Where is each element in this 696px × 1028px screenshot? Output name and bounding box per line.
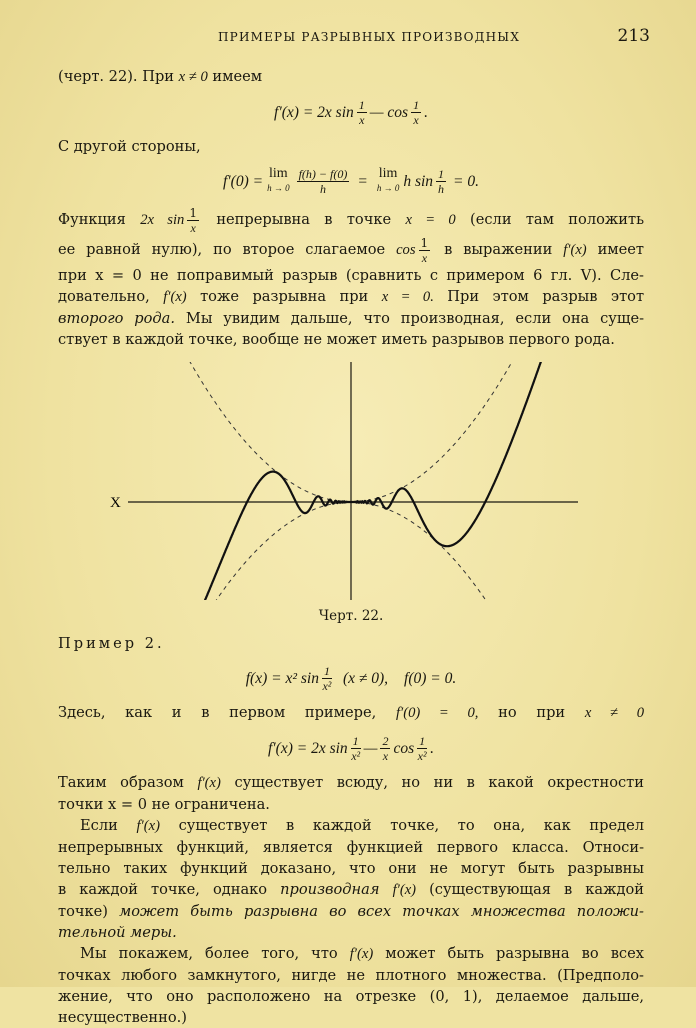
text: может быть разрывна во всех <box>385 945 644 962</box>
fraction-denominator: x <box>190 220 196 235</box>
x-axis-label: X <box>110 495 121 511</box>
text: Таким образом <box>58 774 184 791</box>
paragraph-line: точках любого замкнутого, нигде не плотного множества. (Предполо- <box>58 967 644 984</box>
math-text: cos <box>393 739 415 757</box>
math-inline: f′(x) <box>349 946 374 962</box>
equation-4 <box>58 728 644 768</box>
math-text: — <box>363 739 378 757</box>
text: Функция <box>58 211 126 228</box>
fraction-numerator: 1 <box>189 205 197 220</box>
fraction-denominator: h <box>438 181 445 196</box>
paragraph-line: непрерывных функций, является функцией первого класса. Относи- <box>58 839 644 856</box>
paragraph-line <box>58 286 644 308</box>
text: точке) <box>58 903 108 920</box>
limit <box>267 166 290 196</box>
fraction <box>436 167 446 196</box>
fraction-denominator: x <box>421 250 428 265</box>
text: Если <box>80 817 118 834</box>
fraction-numerator: 1 <box>413 97 420 112</box>
fraction-denominator: x <box>382 748 389 763</box>
fraction <box>411 98 421 127</box>
paragraph-line <box>58 235 644 265</box>
fraction <box>297 167 350 196</box>
paragraph-line <box>58 308 644 329</box>
math-inline: x = 0. <box>381 289 434 305</box>
equation-3 <box>58 658 644 698</box>
paragraph-line <box>58 879 644 901</box>
math-text: f(x) = x² sin <box>245 669 319 687</box>
paragraph-line: тельной меры. <box>58 924 177 941</box>
emphasis: производная <box>280 881 380 898</box>
text: но при <box>498 704 566 721</box>
fraction-denominator: x² <box>417 748 427 763</box>
fraction <box>380 734 390 763</box>
text: (существующая в каждой <box>429 881 645 898</box>
figure-caption: Черт. 22. <box>318 608 384 624</box>
math-inline: f′(x) <box>136 818 160 834</box>
fraction-numerator: 1 <box>323 663 330 678</box>
math-text: = <box>357 172 368 190</box>
running-title: ПРИМЕРЫ РАЗРЫВНЫХ ПРОИЗВОДНЫХ <box>218 30 521 44</box>
paragraph-line <box>58 205 644 235</box>
fraction-numerator: 1 <box>358 97 365 112</box>
math-inline: 2x sin <box>140 212 185 228</box>
paragraph-line: при x = 0 не поправимый разрыв (сравнить с примером 6 гл. V). Сле- <box>58 267 644 284</box>
figure-plot <box>58 362 644 600</box>
paragraph-line: несущественно.) <box>58 1009 187 1026</box>
text: (черт. 22). При <box>58 68 175 85</box>
limit-operator: lim <box>269 166 288 181</box>
limit-subscript: h → 0 <box>376 183 400 193</box>
math-text: f(0) = 0. <box>404 669 457 687</box>
math-inline: f′(0) = 0, <box>395 705 479 721</box>
math-text: (x ≠ 0), <box>342 669 389 687</box>
math-text: h sin <box>403 172 434 190</box>
text: При этом разрыв этот <box>447 288 645 305</box>
fraction-denominator: x <box>413 112 419 127</box>
math-inline: f′(x) <box>163 289 187 305</box>
paragraph-line <box>58 815 644 837</box>
fraction-numerator: f(h) − f(0) <box>298 166 348 181</box>
fraction-numerator: 1 <box>419 733 426 748</box>
text: существует всюду, но ни в какой окрестности <box>234 774 644 791</box>
page-header <box>0 26 696 50</box>
math-inline: f′(x) <box>563 242 587 258</box>
text: довательно, <box>58 288 150 305</box>
fraction <box>357 98 367 127</box>
math-text: . <box>424 103 428 121</box>
math-inline: x = 0 <box>405 212 456 228</box>
fraction <box>417 734 427 763</box>
fraction <box>351 734 361 763</box>
paragraph-line: С другой стороны, <box>58 138 201 155</box>
math-inline: cos <box>396 242 416 258</box>
page-body <box>58 66 644 1028</box>
fraction-denominator: x <box>359 112 365 127</box>
fraction <box>322 664 332 693</box>
paragraph-line <box>58 772 644 794</box>
text: Здесь, как и в первом примере, <box>58 704 377 721</box>
math-text: = 0. <box>453 172 479 190</box>
fraction <box>187 206 199 235</box>
paragraph-line <box>58 702 644 724</box>
paragraph-line <box>58 943 644 965</box>
math-inline: x ≠ 0 <box>178 69 208 85</box>
math-text: f′(x) = 2x sin <box>267 739 348 757</box>
math-text: f′(0) = <box>222 172 264 190</box>
page-number: 213 <box>617 26 650 46</box>
text: Мы покажем, более того, что <box>80 945 338 962</box>
fraction-numerator: 2 <box>382 733 389 748</box>
fraction-numerator: 1 <box>438 166 445 181</box>
limit <box>377 166 400 196</box>
fraction-denominator: x² <box>322 678 332 693</box>
text: (если там положить <box>470 211 645 228</box>
text: непрерывна в точке <box>216 211 392 228</box>
fraction-numerator: 1 <box>352 733 359 748</box>
paragraph-line <box>58 66 644 88</box>
text: существует в каждой точке, то она, как предел <box>178 817 644 834</box>
function-curve <box>144 362 567 600</box>
text: имеет <box>597 241 645 258</box>
fraction <box>419 236 431 265</box>
math-inline: x ≠ 0 <box>584 705 645 721</box>
paragraph-line <box>58 901 644 922</box>
paragraph-line: точки x = 0 не ограничена. <box>58 796 270 813</box>
paragraph-line: жение, что оно расположено на отрезке (0, 1), делаемое дальше, <box>58 988 644 1005</box>
text: Мы увидим дальше, что производная, если она суще- <box>185 310 645 327</box>
equation-1 <box>58 92 644 132</box>
equation-2 <box>58 161 644 201</box>
emphasis: второго рода. <box>58 310 175 327</box>
text: в каждой точке, однако <box>58 881 268 898</box>
fraction-denominator: x² <box>351 748 361 763</box>
paragraph-line: ствует в каждой точке, вообще не может иметь разрывов первого рода. <box>58 331 615 348</box>
paragraph-line: тельно таких функций доказано, что они не могут быть разрывны <box>58 860 644 877</box>
figure-22 <box>58 362 644 600</box>
limit-operator: lim <box>378 166 398 181</box>
text: имеем <box>212 68 263 85</box>
text: тоже разрывна при <box>200 288 369 305</box>
limit-subscript: h → 0 <box>267 183 290 193</box>
example-heading: Пример 2. <box>58 635 165 652</box>
fraction-denominator: h <box>319 181 326 196</box>
math-text: . <box>430 739 435 757</box>
fraction-numerator: 1 <box>420 235 429 250</box>
math-inline: f′(x) <box>197 775 221 791</box>
text: ее равной нулю), по второе слагаемое <box>58 241 386 258</box>
text: в выражении <box>444 241 553 258</box>
math-text: — cos <box>369 103 409 121</box>
math-text: f′(x) = 2x sin <box>274 103 354 121</box>
math-inline: f′(x) <box>392 882 417 898</box>
emphasis: может быть разрывна во всех точках множества положи- <box>119 903 644 920</box>
